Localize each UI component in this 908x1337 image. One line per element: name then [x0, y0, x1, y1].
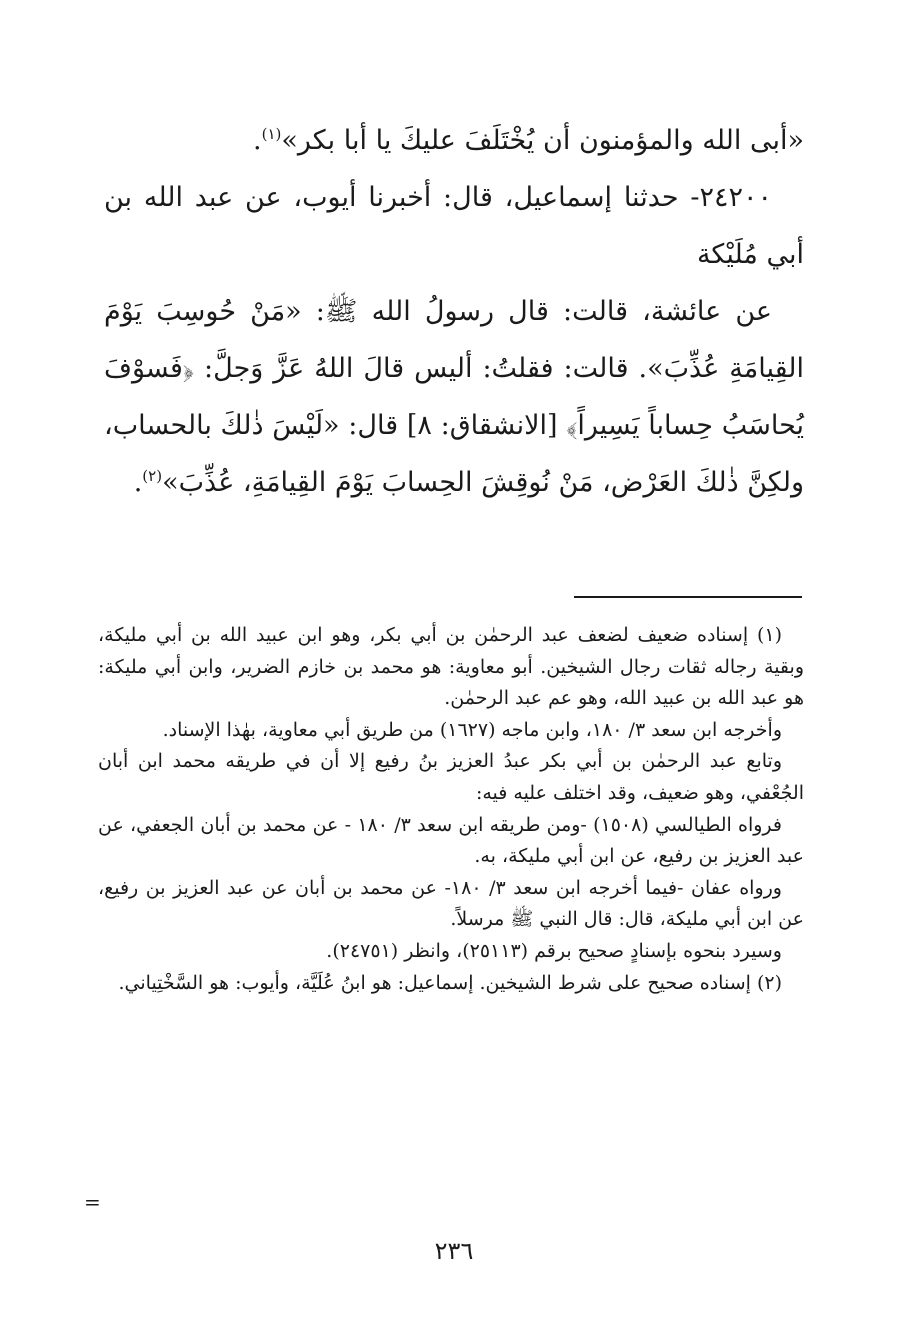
hadith-isnad — [104, 169, 804, 283]
sentence-end: . — [133, 467, 143, 498]
continued-line — [104, 112, 804, 169]
footnote-paragraph: وتابع عبد الرحمٰن بن أبي بكر عبدُ العزيز بنُ رفيع إلا أن في طريقه محمد ابن أبان الجُعْفي، وهو ضعيف، وقد اختلف عليه فيه: — [98, 750, 804, 804]
continuation-mark: = — [84, 1190, 101, 1214]
hadith-number: ٢٤٢٠٠ — [699, 182, 772, 213]
hadith-matn — [104, 283, 804, 511]
footnote-paragraph: (٢) إسناده صحيح على شرط الشيخين. إسماعيل: هو ابنُ عُلَيَّة، وأيوب: هو السَّخْتِياني. — [118, 971, 782, 994]
isnad-text: - حدثنا إسماعيل، قال: أخبرنا أيوب، عن عبد الله بن أبي مُلَيْكة — [104, 182, 804, 270]
matn-text: عن عائشة، قالت: قال رسولُ الله ﷺ: «مَنْ حُوسِبَ يَوْمَ القِيامَةِ عُذِّبَ». قالت: فقلتُ: أليس قالَ اللهُ عَزَّ وَجلَّ: ﴿فَسوْفَ يُحاسَبُ حِساباً يَسِيراً﴾ [الانشقاق: ٨] قال: «لَيْسَ ذٰلكَ بالحساب، ولكِنَّ ذٰلكَ العَرْض، مَنْ نُوقِشَ الحِسابَ يَوْمَ القِيامَةِ، عُذِّبَ» — [104, 296, 805, 498]
page-number: ٢٣٦ — [434, 1237, 474, 1265]
sentence-end: . — [252, 125, 262, 156]
footnote-paragraph: وسيرد بنحوه بإسنادٍ صحيح برقم (٢٥١١٣)، وانظر (٢٤٧٥١). — [326, 939, 782, 962]
footnote-paragraph: ورواه عفان -فيما أخرجه ابن سعد ٣/ ١٨٠- عن محمد بن أبان عن عبد العزيز بن رفيع، عن ابن أبي مليكة، قال: قال النبي ﷺ مرسلاً. — [98, 876, 804, 931]
footnote-marker-1: (١) — [261, 125, 282, 143]
footnote-divider — [574, 596, 802, 598]
footnotes — [98, 620, 804, 999]
footnote-paragraph: (١) إسناده ضعيف لضعف عبد الرحمٰن بن أبي بكر، وهو ابن عبيد الله بن أبي مليكة، وبقية رجاله ثقات رجال الشيخين. أبو معاوية: هو محمد بن خازم الضرير، وابن أبي مليكة: هو عبد الله بن عبيد الله، وهو عم عبد الرحمٰن. — [98, 624, 804, 710]
continued-quote: «أبى الله والمؤمنون أن يُخْتَلَفَ عليكَ يا أبا بكر» — [281, 125, 804, 156]
footnote-paragraph: وأخرجه ابن سعد ٣/ ١٨٠، وابن ماجه (١٦٢٧) من طريق أبي معاوية، بهٰذا الإسناد. — [162, 718, 782, 741]
footnote-marker-2: (٢) — [142, 467, 163, 485]
footnote-paragraph: فرواه الطيالسي (١٥٠٨) -ومن طريقه ابن سعد ٣/ ١٨٠ - عن محمد بن أبان الجعفي، عن عبد العزيز بن رفيع، عن ابن أبي مليكة، به. — [98, 813, 804, 868]
main-text — [104, 112, 804, 511]
